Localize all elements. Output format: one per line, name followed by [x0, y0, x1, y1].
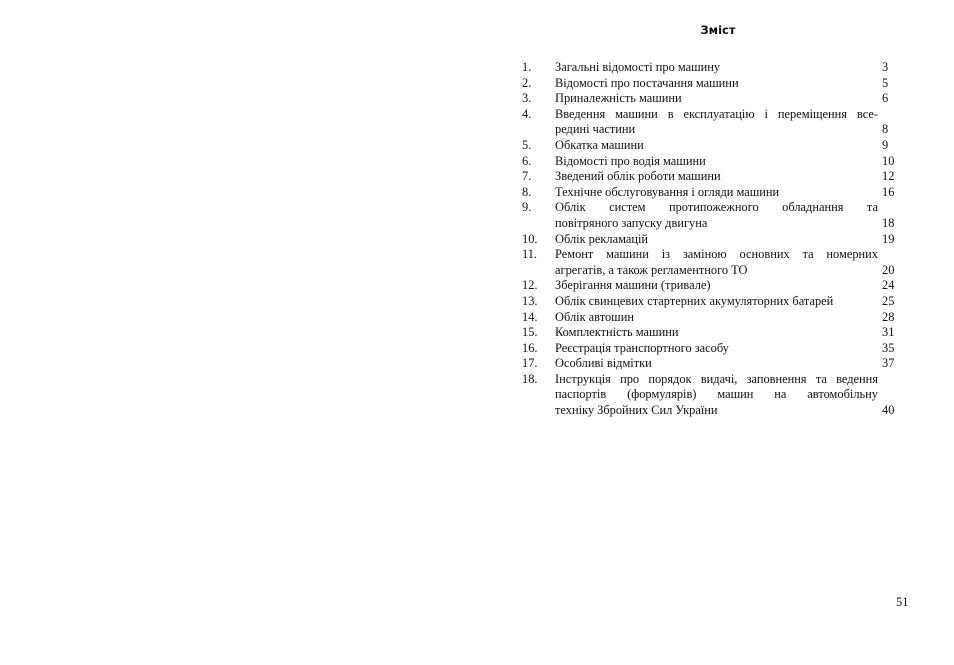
toc-entry	[522, 341, 906, 357]
toc-entry-page: 40	[882, 403, 895, 418]
toc-entry-title	[555, 372, 878, 419]
toc-entry-title-line: Зведений облік роботи машини	[555, 169, 721, 184]
toc-entry-title-line: Технічне обслуговування і огляди машини	[555, 184, 780, 199]
toc-entry	[522, 138, 906, 154]
toc-entry-page: 37	[882, 356, 895, 371]
toc-entry	[522, 356, 906, 372]
toc-entry-title-line: Ремонт машини із заміною основних та номерних	[555, 247, 878, 262]
toc-entry-title	[555, 278, 878, 294]
toc-entry-title-line: Відомості про постачання машини	[555, 75, 739, 90]
toc-entry-page: 3	[882, 60, 889, 74]
toc-entry-title	[555, 232, 878, 248]
toc-entry-number: 13.	[522, 293, 538, 308]
toc-entry	[522, 232, 906, 248]
toc-entry-number: 18.	[522, 371, 538, 386]
toc-entry-page: 24	[882, 278, 895, 293]
toc-entry-title-line: Облік систем протипожежного обладнання та	[555, 200, 878, 215]
toc-entry	[522, 200, 906, 231]
toc-entry-page: 19	[882, 231, 895, 246]
toc-entry-page: 25	[882, 293, 895, 308]
toc-entry-title-line: редині частини	[555, 122, 636, 137]
toc-entry-title-line: Комплектність машини	[555, 325, 679, 340]
toc-entry-page: 35	[882, 340, 895, 355]
toc-entry-number: 11.	[522, 247, 538, 262]
toc-entry-number: 4.	[522, 106, 532, 121]
toc-entry-page: 16	[882, 184, 895, 199]
toc-entry-title-line: повітряного запуску двигуна	[555, 215, 708, 230]
toc-entry-page: 9	[882, 137, 889, 152]
toc-entry-number: 12.	[522, 278, 538, 293]
toc-entry	[522, 169, 906, 185]
toc-entry	[522, 247, 906, 278]
toc-entry-page: 6	[882, 91, 889, 106]
toc-title: Зміст	[700, 23, 736, 37]
toc-entry-number: 5.	[522, 137, 532, 152]
toc-entry	[522, 372, 906, 419]
toc-entry-page: 20	[882, 262, 895, 277]
toc-entry-number: 14.	[522, 309, 538, 324]
toc-entry-title	[555, 169, 878, 185]
toc-entry	[522, 91, 906, 107]
toc-entry-title	[555, 356, 878, 372]
toc-entry-page: 28	[882, 309, 895, 324]
toc-entry	[522, 310, 906, 326]
toc-entry	[522, 154, 906, 170]
toc-entry	[522, 325, 906, 341]
toc-entry-title	[555, 107, 878, 138]
toc-entry-title	[555, 294, 878, 310]
toc-entry-page: 18	[882, 215, 895, 230]
toc-entry-number: 10.	[522, 231, 538, 246]
toc-entry-page: 8	[882, 122, 889, 137]
toc-entry-number: 9.	[522, 200, 532, 215]
toc-entry	[522, 107, 906, 138]
toc-entry-title-line: Облік свинцевих стартерних акумуляторних батарей	[555, 293, 834, 308]
toc-entry-title	[555, 185, 878, 201]
toc-entry-title-line: Відомості про водія машини	[555, 153, 706, 168]
toc-entry-title	[555, 91, 878, 107]
toc-entry	[522, 278, 906, 294]
toc-entry-title	[555, 325, 878, 341]
toc-entry-title-line: Облік рекламацій	[555, 231, 649, 246]
toc-entry-title	[555, 341, 878, 357]
toc-entry-number: 2.	[522, 75, 532, 90]
toc-entry	[522, 60, 906, 76]
toc-entry-title-line: Інструкція про порядок видачі, заповнення та ведення	[555, 371, 878, 386]
table-of-contents	[522, 60, 906, 419]
toc-entry-title-line: Введення машини в експлуатацію і переміщення все-	[555, 106, 878, 121]
toc-entry-title-line: Особливі відмітки	[555, 356, 652, 371]
toc-entry-title	[555, 200, 878, 231]
toc-entry-title-line: Загальні відомості про машину	[555, 60, 721, 74]
toc-entry-title-line: агрегатів, а також регламентного ТО	[555, 262, 748, 277]
toc-entry-number: 6.	[522, 153, 532, 168]
toc-entry-title	[555, 60, 878, 76]
toc-entry	[522, 185, 906, 201]
toc-entry-title	[555, 247, 878, 278]
toc-entry-number: 16.	[522, 340, 538, 355]
toc-entry-number: 8.	[522, 184, 532, 199]
toc-entry-page: 31	[882, 325, 895, 340]
toc-entry-title	[555, 76, 878, 92]
toc-entry-title-line: техніку Збройних Сил України	[555, 403, 718, 418]
toc-entry-number: 3.	[522, 91, 532, 106]
toc-entry-title-line: Обкатка машини	[555, 137, 644, 152]
toc-entry-number: 1.	[522, 60, 532, 74]
toc-entry-title-line: Реєстрація транспортного засобу	[555, 340, 729, 355]
toc-entry-title-line: Приналежність машини	[555, 91, 682, 106]
toc-entry-number: 15.	[522, 325, 538, 340]
toc-entry-title-line: Зберігання машини (тривале)	[555, 278, 711, 293]
toc-entry	[522, 76, 906, 92]
toc-entry-title	[555, 138, 878, 154]
toc-entry-page: 12	[882, 169, 895, 184]
toc-entry-title-line: Облік автошин	[555, 309, 634, 324]
toc-entry-page: 10	[882, 153, 895, 168]
page-number: 51	[896, 595, 909, 609]
toc-entry-number: 7.	[522, 169, 532, 184]
toc-entry-number: 17.	[522, 356, 538, 371]
toc-entry	[522, 294, 906, 310]
toc-entry-title	[555, 154, 878, 170]
toc-entry-page: 5	[882, 75, 889, 90]
toc-entry-title-line: паспортів (формулярів) машин на автомобільну	[555, 387, 878, 402]
toc-entry-title	[555, 310, 878, 326]
